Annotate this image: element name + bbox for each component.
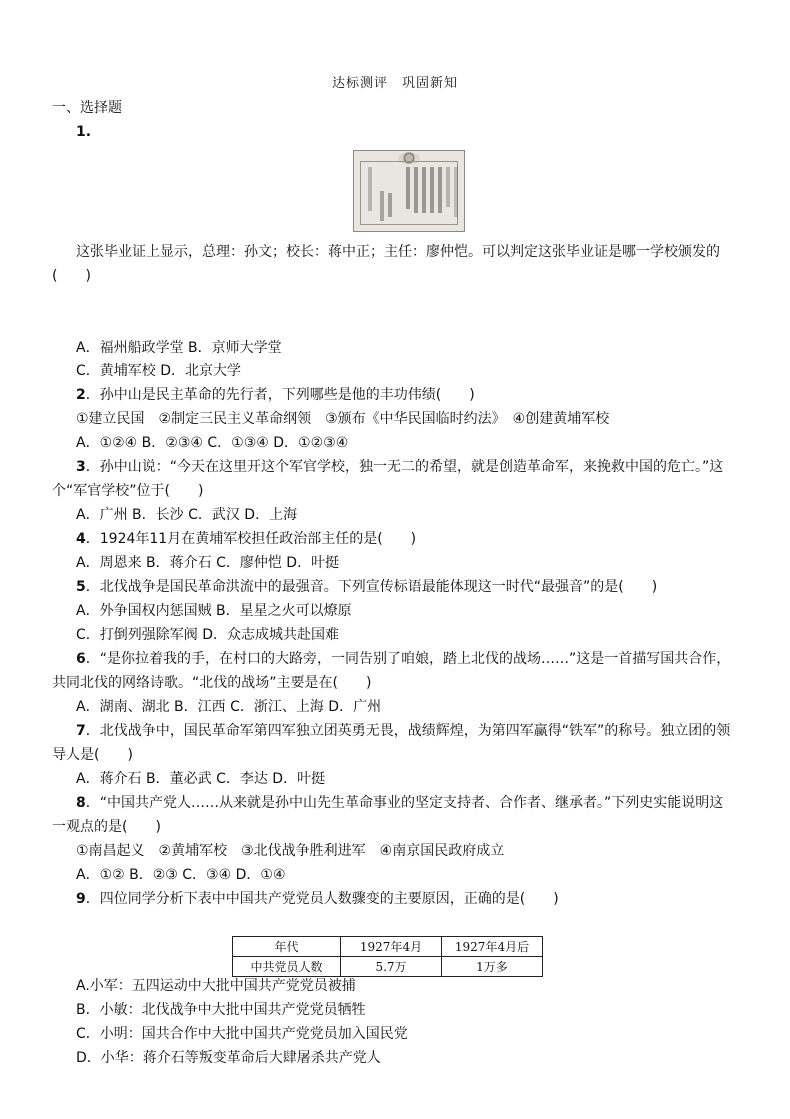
diploma-text-column xyxy=(406,167,410,209)
diploma-photo xyxy=(353,150,465,232)
question-4-number: 4 xyxy=(76,531,86,547)
question-5-number: 5 xyxy=(76,579,86,595)
question-9-option-d: D．小华：蒋介石等叛变革命后大肆屠杀共产党人 xyxy=(76,1050,381,1066)
question-6-number: 6 xyxy=(76,651,86,667)
question-3-stem-cont: 个“军官学校”位于( ) xyxy=(52,483,204,499)
table-row xyxy=(233,957,543,977)
table-cell: 中共党员人数 xyxy=(233,957,341,977)
question-5 xyxy=(76,577,776,597)
question-8-number: 8 xyxy=(76,795,86,811)
diploma-text-column xyxy=(380,191,384,221)
question-9-option-a: A.小军：五四运动中大批中国共产党党员被捕 xyxy=(76,978,356,994)
question-2-number: 2 xyxy=(76,387,86,403)
diploma-text-column xyxy=(388,193,392,217)
question-7 xyxy=(76,721,776,741)
question-3-number: 3 xyxy=(76,459,86,475)
question-7-stem-cont: 导人是( ) xyxy=(52,747,133,763)
question-8 xyxy=(76,793,776,813)
question-5-stem: ．北伐战争是国民革命洪流中的最强音。下列宣传标语最能体现这一时代“最强音”的是( ) xyxy=(85,579,658,595)
question-8-options: A．①② B．②③ C．③④ D．①④ xyxy=(76,867,286,883)
question-4 xyxy=(76,529,776,549)
question-7-options: A．蒋介石 B．董必武 C．李达 D．叶挺 xyxy=(76,771,326,787)
question-6-stem-cont: 共同北伐的网络诗歌。“北伐的战场”主要是在( ) xyxy=(52,675,372,691)
question-9-number: 9 xyxy=(76,891,86,907)
question-2-stem: ．孙中山是民主革命的先行者，下列哪些是他的丰功伟绩( ) xyxy=(85,387,475,403)
question-1-options-cd: C．黄埔军校 D．北京大学 xyxy=(76,363,242,379)
diploma-text-column xyxy=(414,167,418,213)
question-9-option-b: B．小敏：北伐战争中大批中国共产党党员牺牲 xyxy=(76,1002,366,1018)
question-2 xyxy=(76,385,776,405)
table-cell: 1万多 xyxy=(442,957,543,977)
question-3 xyxy=(76,457,776,477)
question-7-number: 7 xyxy=(76,723,86,739)
table-header-row xyxy=(233,937,543,957)
diploma-text-column xyxy=(422,167,426,213)
party-member-table xyxy=(232,936,543,977)
question-1-stem: 这张毕业证上显示，总理：孙文；校长：蒋中正；主任：廖仲恺。可以判定这张毕业证是哪一学校颁发的 xyxy=(76,244,720,260)
question-8-stem: ．“中国共产党人……从来就是孙中山先生革命事业的坚定支持者、合作者、继承者。”下列史实能说明这 xyxy=(85,795,724,811)
question-1-blank: ( ) xyxy=(52,268,91,284)
question-6-stem: ．“是你拉着我的手，在村口的大路旁，一同告别了咱娘，踏上北伐的战场……”这是一首描写国共合作， xyxy=(85,651,731,667)
question-2-items: ①建立民国 ②制定三民主义革命纲领 ③颁布《中华民国临时约法》 ④创建黄埔军校 xyxy=(76,411,610,427)
question-6 xyxy=(76,649,776,669)
page-title: 达标测评 巩固新知 xyxy=(331,76,458,91)
table-header-cell: 1927年4月后 xyxy=(442,937,543,957)
question-4-stem: ．1924年11月在黄埔军校担任政治部主任的是( ) xyxy=(85,531,417,547)
question-3-options: A．广州 B．长沙 C．武汉 D．上海 xyxy=(76,507,298,523)
table-cell: 5.7万 xyxy=(341,957,442,977)
question-9-stem: ．四位同学分析下表中中国共产党党员人数骤变的主要原因，正确的是( ) xyxy=(85,891,559,907)
diploma-text-column xyxy=(368,167,372,211)
question-9-option-c: C．小明：国共合作中大批中国共产党党员加入国民党 xyxy=(76,1026,408,1042)
question-9 xyxy=(76,889,776,909)
question-3-stem: ．孙中山说：“今天在这里开这个军官学校，独一无二的希望，就是创造革命军，来挽救中国的危亡。”这 xyxy=(85,459,724,475)
question-8-items: ①南昌起义 ②黄埔军校 ③北伐战争胜利进军 ④南京国民政府成立 xyxy=(76,843,505,859)
question-5-options-cd: C．打倒列强除军阀 D．众志成城共赴国难 xyxy=(76,627,340,643)
question-1-number: 1. xyxy=(76,124,92,140)
diploma-text-column xyxy=(430,167,434,213)
question-4-options: A．周恩来 B．蒋介石 C．廖仲恺 D．叶挺 xyxy=(76,555,340,571)
question-6-options: A．湖南、湖北 B．江西 C．浙江、上海 D．广州 xyxy=(76,699,382,715)
question-1-options-ab: A．福州船政学堂 B．京师大学堂 xyxy=(76,340,282,356)
table-header-cell: 年代 xyxy=(233,937,341,957)
question-8-stem-cont: 一观点的是( ) xyxy=(52,819,161,835)
question-5-options-ab: A．外争国权内惩国贼 B．星星之火可以燎原 xyxy=(76,603,352,619)
question-2-options: A．①②④ B．②③④ C．①③④ D．①②③④ xyxy=(76,435,349,451)
diploma-text-column xyxy=(438,167,442,213)
diploma-text-column xyxy=(446,167,450,207)
diploma-text-column xyxy=(454,167,458,217)
question-7-stem: ．北伐战争中，国民革命军第四军独立团英勇无畏，战绩辉煌，为第四军赢得“铁军”的称号。独立团的领 xyxy=(85,723,731,739)
table-header-cell: 1927年4月 xyxy=(341,937,442,957)
section-heading: 一、选择题 xyxy=(52,100,122,116)
